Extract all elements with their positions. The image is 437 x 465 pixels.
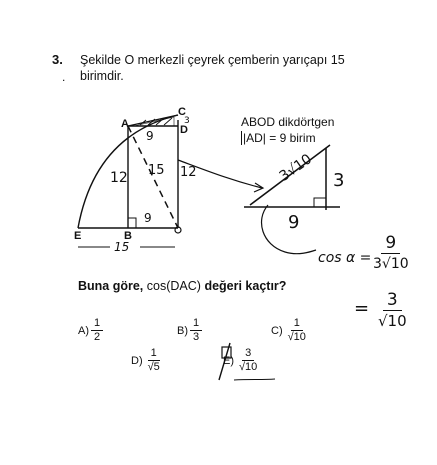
option-b-frac: [190, 317, 202, 344]
hand-eq2-num: 3: [383, 290, 402, 311]
option-b-den: 3: [193, 331, 200, 343]
right-angle-B: [128, 218, 136, 228]
option-b[interactable]: [177, 317, 202, 344]
option-c-label: C): [271, 324, 283, 337]
point-A: A: [121, 118, 129, 130]
hand-15-diag: 15: [148, 163, 165, 178]
option-a-frac: [91, 317, 103, 344]
option-a[interactable]: [78, 317, 103, 344]
hand-9-bottom: 9: [144, 211, 152, 225]
option-a-den: 2: [94, 331, 101, 343]
hand-tri-vert: 3: [333, 170, 345, 191]
hand-cos-frac: [373, 233, 409, 274]
option-b-label: B): [177, 324, 188, 337]
hand-cos-eq: cos α =: [318, 250, 372, 266]
question-text: Şekilde O merkezli çeyrek çemberin yarıçapı 15 birimdir.: [80, 53, 345, 83]
option-d-frac: [145, 347, 163, 374]
option-d-num: 1: [148, 347, 160, 361]
hand-12-right: 12: [180, 165, 197, 180]
hand-cos-num: 9: [381, 233, 400, 254]
hand-eq2-frac: [378, 290, 407, 331]
given-rectangle: ABOD dikdörtgen: [241, 115, 335, 129]
label-small-3: 3: [184, 116, 190, 126]
hand-tri-base: 9: [288, 212, 300, 233]
point-E: E: [74, 230, 82, 242]
point-B: B: [124, 230, 132, 242]
option-a-label: A): [78, 324, 89, 337]
option-c[interactable]: [271, 317, 309, 344]
option-c-den: √10: [287, 331, 306, 343]
hand-eq2-sign: =: [354, 298, 370, 319]
option-c-num: 1: [291, 317, 303, 331]
given-ad-text: |AD| = 9 birim: [243, 131, 316, 145]
question-prompt: [78, 279, 286, 293]
prompt-lead: Buna göre,: [78, 279, 144, 293]
prompt-tail: değeri kaçtır?: [204, 279, 287, 293]
hand-eq2-den: √10: [378, 312, 407, 330]
option-e-label: E): [223, 354, 234, 367]
option-c-frac: [285, 317, 309, 344]
prompt-fn: cos(DAC): [146, 279, 201, 293]
option-b-num: 1: [190, 317, 202, 331]
hand-9-top: 9: [146, 129, 154, 143]
option-a-num: 1: [91, 317, 103, 331]
question-number: 3.: [52, 52, 63, 67]
point-C: C: [178, 106, 186, 118]
option-e[interactable]: [222, 347, 260, 374]
option-e-den: √10: [239, 361, 258, 373]
option-e-num: 3: [242, 347, 254, 361]
given-ad-length: [241, 131, 316, 145]
hand-tri-hyp: 3√10: [276, 151, 316, 185]
option-e-frac: [236, 347, 260, 374]
hand-15-arrow: 15: [114, 240, 130, 254]
option-d-den: √5: [147, 361, 160, 373]
point-O: [174, 226, 183, 238]
hand-cos-den: 3√10: [373, 256, 409, 272]
point-D: D: [180, 124, 188, 136]
option-d[interactable]: [131, 347, 163, 374]
option-d-label: D): [131, 354, 143, 367]
answer-underline: [234, 379, 275, 380]
tri-right-angle: [314, 198, 326, 207]
hand-12-left: 12: [110, 170, 128, 186]
stray-dot: .: [62, 70, 66, 84]
